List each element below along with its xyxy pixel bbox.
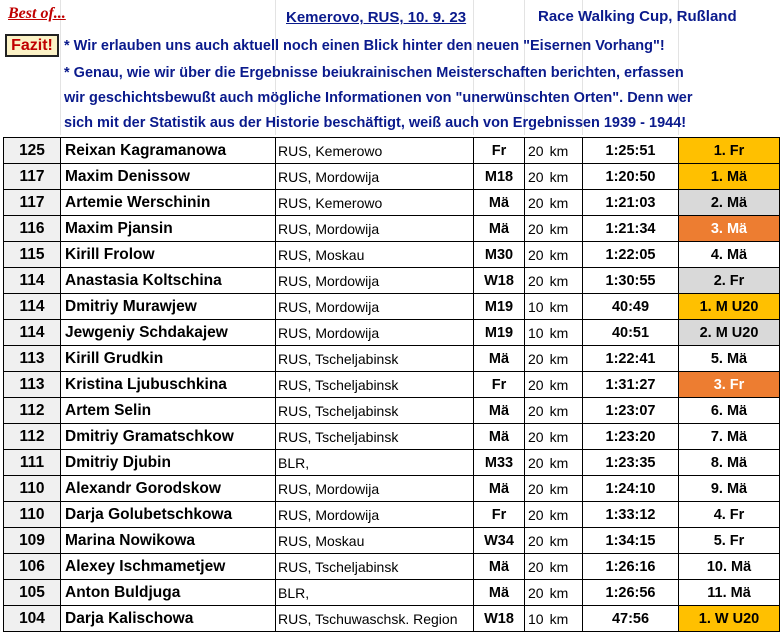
time-cell: 1:33:12 [583, 502, 679, 528]
distance-value: 20 [528, 246, 544, 263]
placing-cell: 3. Fr [679, 372, 780, 398]
distance-cell [525, 450, 583, 476]
distance-value: 20 [528, 194, 544, 211]
category-cell: W18 [474, 268, 525, 294]
category-cell: Mä [474, 190, 525, 216]
rank-cell: 112 [4, 424, 61, 450]
club-cell: RUS, Tscheljabinsk [276, 424, 474, 450]
athlete-name-cell: Marina Nowikowa [61, 528, 276, 554]
placing-cell: 7. Mä [679, 424, 780, 450]
header-area [0, 0, 783, 135]
rank-cell: 109 [4, 528, 61, 554]
distance-unit: km [549, 532, 569, 549]
athlete-name-cell: Alexandr Gorodskow [61, 476, 276, 502]
rank-cell: 115 [4, 242, 61, 268]
distance-unit: km [549, 402, 569, 419]
rank-cell: 125 [4, 138, 61, 164]
athlete-name-cell: Kirill Frolow [61, 242, 276, 268]
distance-cell [525, 138, 583, 164]
table-row [4, 606, 780, 632]
placing-cell: 1. W U20 [679, 606, 780, 632]
placing-cell: 8. Mä [679, 450, 780, 476]
time-cell: 1:26:56 [583, 580, 679, 606]
athlete-name-cell: Dmitriy Gramatschkow [61, 424, 276, 450]
distance-cell [525, 268, 583, 294]
time-cell: 47:56 [583, 606, 679, 632]
time-cell: 40:49 [583, 294, 679, 320]
club-cell: RUS, Moskau [276, 242, 474, 268]
category-cell: Mä [474, 554, 525, 580]
table-row [4, 190, 780, 216]
note-line-2: * Genau, wie wir über die Ergebnisse beiukrainischen Meisterschaften berichten, erfassen [64, 65, 684, 81]
time-cell: 1:23:20 [583, 424, 679, 450]
distance-value: 20 [528, 428, 544, 445]
table-row [4, 502, 780, 528]
distance-value: 20 [528, 506, 544, 523]
table-row [4, 164, 780, 190]
time-cell: 1:25:51 [583, 138, 679, 164]
distance-value: 20 [528, 220, 544, 237]
distance-cell [525, 476, 583, 502]
distance-unit: km [549, 298, 569, 315]
distance-unit: km [549, 376, 569, 393]
placing-cell: 1. Mä [679, 164, 780, 190]
table-row [4, 476, 780, 502]
rank-cell: 117 [4, 164, 61, 190]
placing-cell: 1. M U20 [679, 294, 780, 320]
placing-cell: 3. Mä [679, 216, 780, 242]
athlete-name-cell: Dmitriy Djubin [61, 450, 276, 476]
distance-cell [525, 372, 583, 398]
note-line-4: sich mit der Statistik aus der Historie beschäftigt, weiß auch von Ergebnissen 1939 - 1944! [64, 115, 687, 131]
time-cell: 1:24:10 [583, 476, 679, 502]
distance-value: 20 [528, 480, 544, 497]
placing-cell: 11. Mä [679, 580, 780, 606]
distance-cell [525, 398, 583, 424]
rank-cell: 105 [4, 580, 61, 606]
table-row [4, 528, 780, 554]
distance-unit: km [549, 220, 569, 237]
time-cell: 1:30:55 [583, 268, 679, 294]
category-cell: M30 [474, 242, 525, 268]
distance-value: 20 [528, 142, 544, 159]
time-cell: 1:21:34 [583, 216, 679, 242]
distance-value: 20 [528, 402, 544, 419]
rank-cell: 117 [4, 190, 61, 216]
distance-unit: km [549, 324, 569, 341]
athlete-name-cell: Anton Buldjuga [61, 580, 276, 606]
distance-cell [525, 606, 583, 632]
category-cell: Mä [474, 216, 525, 242]
placing-cell: 10. Mä [679, 554, 780, 580]
time-cell: 1:21:03 [583, 190, 679, 216]
table-row [4, 242, 780, 268]
club-cell: RUS, Tscheljabinsk [276, 372, 474, 398]
fazit-box: Fazit! [5, 34, 59, 57]
distance-unit: km [549, 558, 569, 575]
placing-cell: 1. Fr [679, 138, 780, 164]
rank-cell: 113 [4, 346, 61, 372]
results-table [3, 137, 780, 632]
time-cell: 1:26:16 [583, 554, 679, 580]
rank-cell: 116 [4, 216, 61, 242]
distance-unit: km [549, 506, 569, 523]
category-cell: Mä [474, 398, 525, 424]
distance-value: 20 [528, 168, 544, 185]
placing-cell: 4. Fr [679, 502, 780, 528]
club-cell: RUS, Mordowija [276, 320, 474, 346]
category-cell: M19 [474, 294, 525, 320]
distance-unit: km [549, 168, 569, 185]
best-of-label: Best of... [8, 5, 66, 22]
placing-cell: 2. Fr [679, 268, 780, 294]
athlete-name-cell: Maxim Denissow [61, 164, 276, 190]
placing-cell: 2. Mä [679, 190, 780, 216]
distance-cell [525, 580, 583, 606]
athlete-name-cell: Artem Selin [61, 398, 276, 424]
placing-cell: 6. Mä [679, 398, 780, 424]
distance-value: 10 [528, 610, 544, 627]
club-cell: BLR, [276, 580, 474, 606]
placing-cell: 9. Mä [679, 476, 780, 502]
club-cell: RUS, Tscheljabinsk [276, 554, 474, 580]
distance-value: 20 [528, 558, 544, 575]
club-cell: RUS, Tscheljabinsk [276, 346, 474, 372]
rank-cell: 112 [4, 398, 61, 424]
note-line-1: * Wir erlauben uns auch aktuell noch einen Blick hinter den neuen "Eisernen Vorhang"! [64, 38, 665, 54]
club-cell: RUS, Moskau [276, 528, 474, 554]
distance-unit: km [549, 272, 569, 289]
table-row [4, 346, 780, 372]
distance-unit: km [549, 584, 569, 601]
rank-cell: 114 [4, 294, 61, 320]
event-venue-date: Kemerovo, RUS, 10. 9. 23 [286, 9, 467, 26]
athlete-name-cell: Reixan Kagramanowa [61, 138, 276, 164]
distance-value: 10 [528, 298, 544, 315]
table-row [4, 216, 780, 242]
category-cell: Mä [474, 424, 525, 450]
distance-cell [525, 320, 583, 346]
category-cell: M18 [474, 164, 525, 190]
note-line-3: wir geschichtsbewußt auch mögliche Informationen von "unerwünschten Orten". Denn wer [64, 90, 693, 106]
category-cell: W34 [474, 528, 525, 554]
time-cell: 1:31:27 [583, 372, 679, 398]
club-cell: RUS, Mordowija [276, 268, 474, 294]
distance-cell [525, 346, 583, 372]
distance-value: 20 [528, 272, 544, 289]
results-body [4, 138, 780, 632]
distance-cell [525, 528, 583, 554]
distance-cell [525, 502, 583, 528]
athlete-name-cell: Alexey Ischmametjew [61, 554, 276, 580]
table-row [4, 450, 780, 476]
category-cell: Fr [474, 372, 525, 398]
category-cell: Mä [474, 346, 525, 372]
athlete-name-cell: Jewgeniy Schdakajew [61, 320, 276, 346]
distance-unit: km [549, 428, 569, 445]
table-row [4, 398, 780, 424]
distance-unit: km [549, 246, 569, 263]
distance-cell [525, 424, 583, 450]
distance-unit: km [549, 142, 569, 159]
table-row [4, 424, 780, 450]
rank-cell: 106 [4, 554, 61, 580]
placing-cell: 5. Fr [679, 528, 780, 554]
rank-cell: 110 [4, 502, 61, 528]
distance-value: 10 [528, 324, 544, 341]
distance-value: 20 [528, 454, 544, 471]
distance-cell [525, 216, 583, 242]
table-row [4, 372, 780, 398]
distance-cell [525, 242, 583, 268]
club-cell: RUS, Mordowija [276, 502, 474, 528]
placing-cell: 2. M U20 [679, 320, 780, 346]
placing-cell: 5. Mä [679, 346, 780, 372]
club-cell: BLR, [276, 450, 474, 476]
rank-cell: 114 [4, 268, 61, 294]
distance-unit: km [549, 194, 569, 211]
athlete-name-cell: Maxim Pjansin [61, 216, 276, 242]
distance-cell [525, 164, 583, 190]
distance-value: 20 [528, 350, 544, 367]
club-cell: RUS, Mordowija [276, 476, 474, 502]
rank-cell: 114 [4, 320, 61, 346]
athlete-name-cell: Artemie Werschinin [61, 190, 276, 216]
rank-cell: 113 [4, 372, 61, 398]
athlete-name-cell: Kirill Grudkin [61, 346, 276, 372]
club-cell: RUS, Kemerowo [276, 138, 474, 164]
event-title: Race Walking Cup, Rußland [538, 8, 737, 25]
club-cell: RUS, Mordowija [276, 216, 474, 242]
rank-cell: 104 [4, 606, 61, 632]
athlete-name-cell: Darja Golubetschkowa [61, 502, 276, 528]
category-cell: Mä [474, 476, 525, 502]
distance-unit: km [549, 480, 569, 497]
athlete-name-cell: Dmitriy Murawjew [61, 294, 276, 320]
time-cell: 1:20:50 [583, 164, 679, 190]
rank-cell: 111 [4, 450, 61, 476]
time-cell: 1:23:07 [583, 398, 679, 424]
table-row [4, 320, 780, 346]
distance-value: 20 [528, 584, 544, 601]
club-cell: RUS, Kemerowo [276, 190, 474, 216]
time-cell: 40:51 [583, 320, 679, 346]
distance-unit: km [549, 610, 569, 627]
distance-cell [525, 190, 583, 216]
distance-cell [525, 294, 583, 320]
placing-cell: 4. Mä [679, 242, 780, 268]
distance-unit: km [549, 454, 569, 471]
category-cell: Fr [474, 502, 525, 528]
category-cell: M19 [474, 320, 525, 346]
category-cell: Fr [474, 138, 525, 164]
athlete-name-cell: Anastasia Koltschina [61, 268, 276, 294]
club-cell: RUS, Mordowija [276, 164, 474, 190]
table-row [4, 268, 780, 294]
distance-value: 20 [528, 532, 544, 549]
category-cell: M33 [474, 450, 525, 476]
table-row [4, 554, 780, 580]
table-row [4, 294, 780, 320]
athlete-name-cell: Darja Kalischowa [61, 606, 276, 632]
table-row [4, 580, 780, 606]
club-cell: RUS, Tschuwaschsk. Region [276, 606, 474, 632]
time-cell: 1:34:15 [583, 528, 679, 554]
club-cell: RUS, Tscheljabinsk [276, 398, 474, 424]
table-row [4, 138, 780, 164]
athlete-name-cell: Kristina Ljubuschkina [61, 372, 276, 398]
club-cell: RUS, Mordowija [276, 294, 474, 320]
time-cell: 1:22:05 [583, 242, 679, 268]
time-cell: 1:22:41 [583, 346, 679, 372]
distance-value: 20 [528, 376, 544, 393]
category-cell: W18 [474, 606, 525, 632]
category-cell: Mä [474, 580, 525, 606]
time-cell: 1:23:35 [583, 450, 679, 476]
rank-cell: 110 [4, 476, 61, 502]
distance-unit: km [549, 350, 569, 367]
distance-cell [525, 554, 583, 580]
